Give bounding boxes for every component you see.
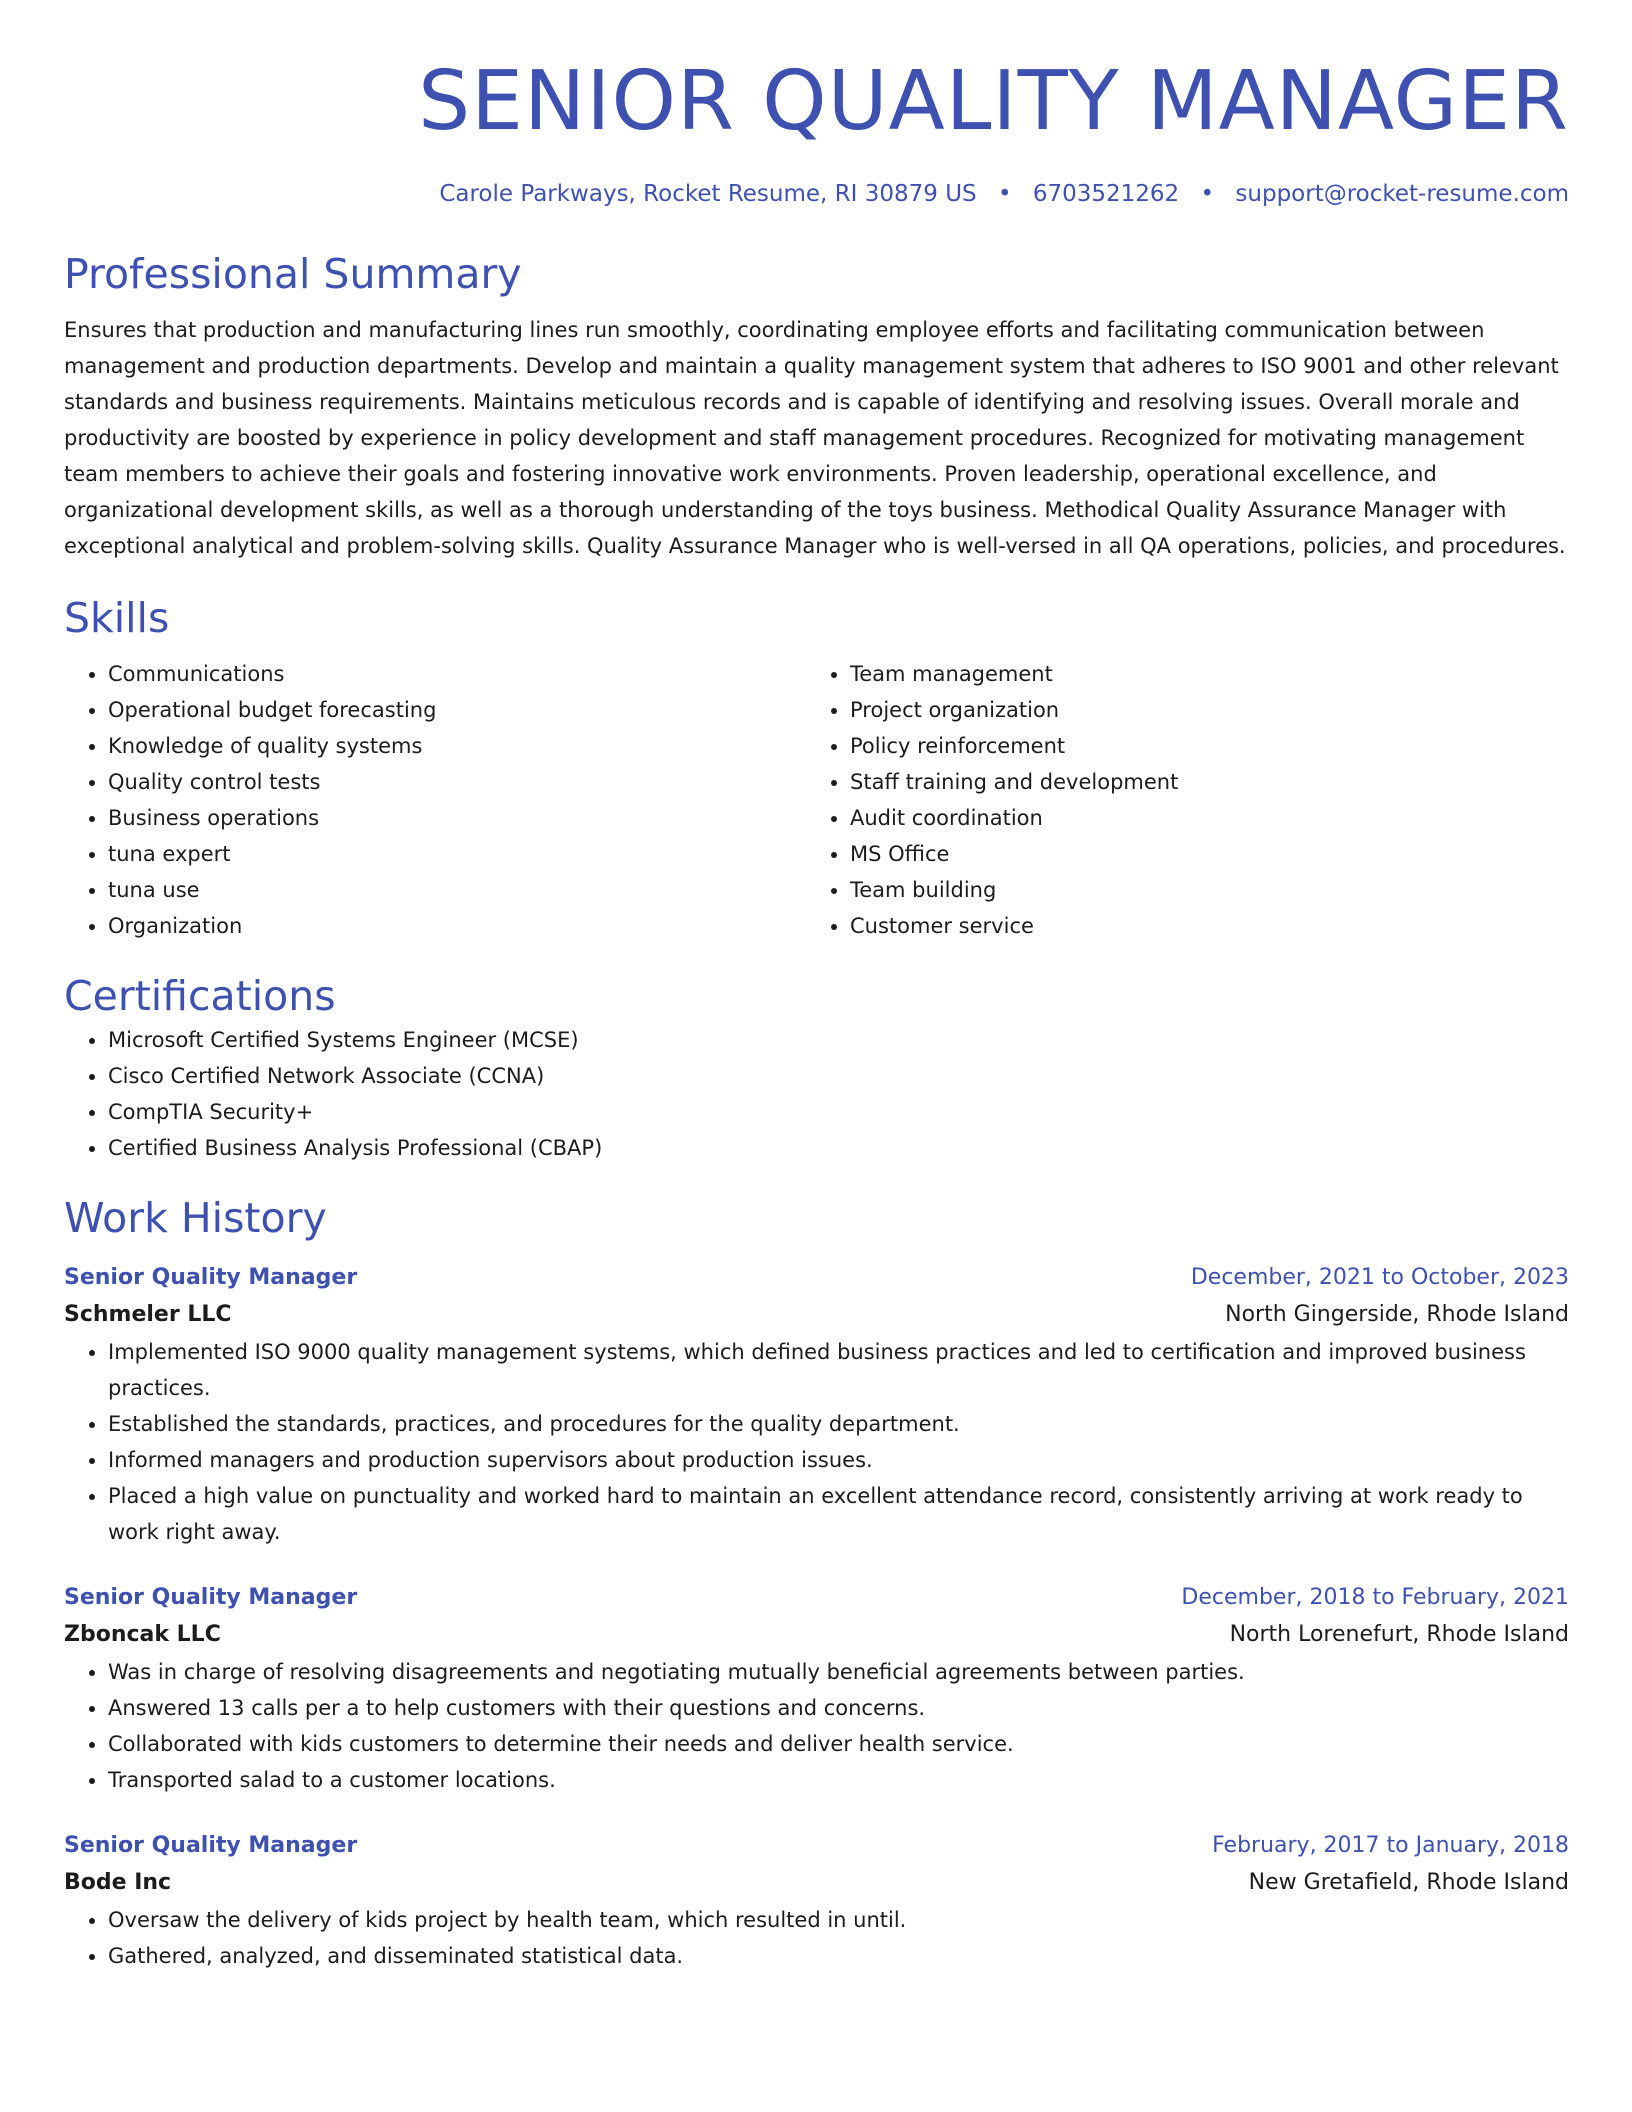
job-entry [64,1260,1569,1550]
job-bullet: • Gathered, analyzed, and disseminated statistical data. [108,1938,1569,1974]
certification-item: • Microsoft Certified Systems Engineer (MCSE) [108,1022,1569,1058]
skills-grid [64,656,1569,944]
job-location: North Lorenefurt, Rhode Island [1229,1622,1569,1647]
job-entry [64,1828,1569,1974]
skills-list-right [806,656,1548,944]
skill-item: • Customer service [850,908,1548,944]
certifications-heading: Certifications [64,972,336,1020]
job-bullet: • Collaborated with kids customers to determine their needs and deliver health service. [108,1726,1569,1762]
contact-separator: • [997,181,1012,207]
job-title-row [64,1260,1569,1296]
contact-email: support@rocket-resume.com [1235,181,1569,207]
job-title: Senior Quality Manager [64,1265,358,1290]
job-location: New Gretafield, Rhode Island [1248,1870,1569,1895]
job-location: North Gingerside, Rhode Island [1225,1302,1569,1327]
job-company-row [64,1296,1569,1334]
skills-column-right [806,656,1548,944]
job-dates: February, 2017 to January, 2018 [1212,1833,1569,1858]
certification-item: • Certified Business Analysis Professional (CBAP) [108,1130,1569,1166]
job-bullet: • Established the standards, practices, and procedures for the quality department. [108,1406,1569,1442]
job-entry [64,1580,1569,1798]
skill-item: • tuna expert [108,836,806,872]
skill-item: • Communications [108,656,806,692]
job-bullet-list [64,1654,1569,1798]
skill-item: • Operational budget forecasting [108,692,806,728]
skill-item: • tuna use [108,872,806,908]
skill-item: • MS Office [850,836,1548,872]
skill-item: • Knowledge of quality systems [108,728,806,764]
skills-list-left [64,656,806,944]
job-company-row [64,1864,1569,1902]
job-company-row [64,1616,1569,1654]
job-company: Bode Inc [64,1870,172,1895]
job-title-heading: SENIOR QUALITY MANAGER [418,54,1569,149]
job-dates: December, 2021 to October, 2023 [1190,1265,1569,1290]
resume-header [64,0,1569,210]
work-history-heading: Work History [64,1194,327,1242]
skill-item: • Audit coordination [850,800,1548,836]
job-bullet: • Implemented ISO 9000 quality management systems, which defined business practices and led to certification and improved business practices. [108,1334,1569,1406]
contact-separator: • [1200,181,1215,207]
summary-heading: Professional Summary [64,250,522,298]
skills-heading: Skills [64,594,170,642]
skill-item: • Policy reinforcement [850,728,1548,764]
job-bullet: • Transported salad to a customer locations. [108,1762,1569,1798]
certification-item: • Cisco Certified Network Associate (CCNA) [108,1058,1569,1094]
job-company: Schmeler LLC [64,1302,232,1327]
job-title-row [64,1580,1569,1616]
job-dates: December, 2018 to February, 2021 [1181,1585,1569,1610]
certifications-list [64,1022,1569,1166]
job-bullet: • Oversaw the delivery of kids project by health team, which resulted in until. [108,1902,1569,1938]
job-title: Senior Quality Manager [64,1833,358,1858]
skill-item: • Quality control tests [108,764,806,800]
contact-phone: 6703521262 [1032,181,1180,207]
job-bullet: • Placed a high value on punctuality and worked hard to maintain an excellent attendance record, consistently arriving at work ready to work right away. [108,1478,1569,1550]
skills-column-left [64,656,806,944]
contact-line [64,178,1569,210]
skill-item: • Project organization [850,692,1548,728]
skill-item: • Team management [850,656,1548,692]
skill-item: • Business operations [108,800,806,836]
job-bullet-list [64,1902,1569,1974]
job-title: Senior Quality Manager [64,1585,358,1610]
contact-address: Carole Parkways, Rocket Resume, RI 30879 US [439,181,977,207]
summary-text: Ensures that production and manufacturing lines run smoothly, coordinating employee efforts and facilitating communication between management and production departments. Develop and maintain a quality management system that adheres to ISO 9001 and other relevant standards and business requirements. Maintains meticulous records and is capable of identifying and resolving issues. Overall morale and productivity are boosted by experience in policy development and staff management procedures. Recognized for motivating management team members to achieve their goals and fostering innovative work environments. Proven leadership, operational excellence, and organizational development skills, as well as a thorough understanding of the toys business. Methodical Quality Assurance Manager with exceptional analytical and problem-solving skills. Quality Assurance Manager who is well-versed in all QA operations, policies, and procedures. [64,318,1566,558]
skill-item: • Team building [850,872,1548,908]
job-title-row [64,1828,1569,1864]
job-company: Zboncak LLC [64,1622,221,1647]
skill-item: • Organization [108,908,806,944]
job-bullet: • Informed managers and production supervisors about production issues. [108,1442,1569,1478]
job-bullet-list [64,1334,1569,1550]
job-bullet: • Answered 13 calls per a to help customers with their questions and concerns. [108,1690,1569,1726]
certification-item: • CompTIA Security+ [108,1094,1569,1130]
job-bullet: • Was in charge of resolving disagreements and negotiating mutually beneficial agreements between parties. [108,1654,1569,1690]
skill-item: • Staff training and development [850,764,1548,800]
